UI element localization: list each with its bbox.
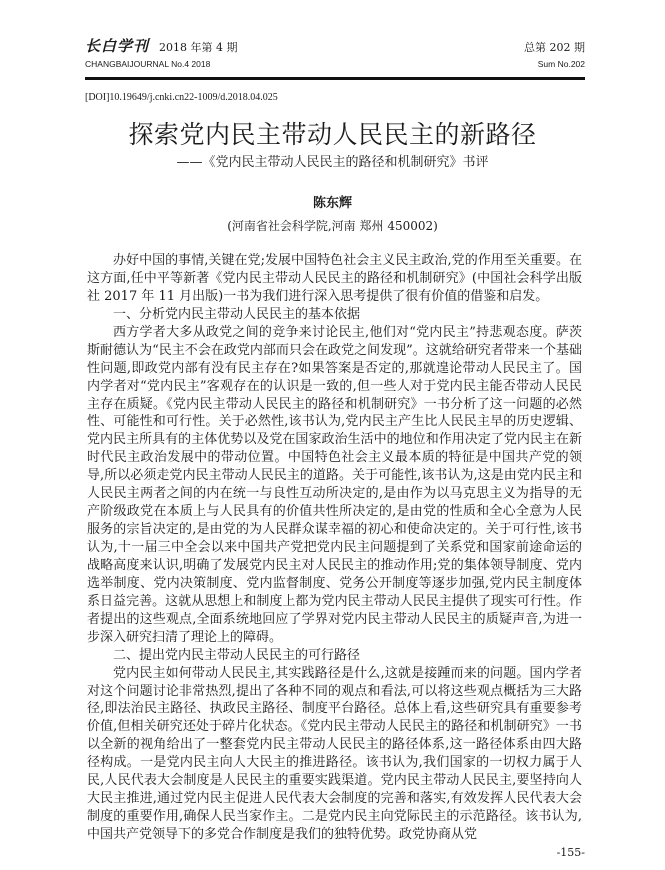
sum-issue-cn: 总第 202 期 bbox=[524, 41, 585, 54]
header-rule bbox=[85, 77, 585, 80]
author: 陈东辉 bbox=[312, 196, 352, 211]
issue-label: 2018 年第 4 期 bbox=[159, 41, 238, 54]
article-title: 探索党内民主带动人民民主的新路径 bbox=[128, 120, 537, 149]
section-heading: 一、分析党内民主带动人民民主的基本依据 bbox=[113, 306, 361, 322]
journal-logo: 长白学刊 bbox=[85, 37, 150, 55]
header-left bbox=[85, 35, 238, 56]
article-subtitle: ——《党内民主带动人民民主的路径和机制研究》书评 bbox=[176, 155, 489, 170]
paragraph: 办好中国的事情,关键在党;发展中国特色社会主义民主政治,党的作用至关重要。在这方面,任中平等新著《党内民主带动人民民主的路径和机制研究》(中国社会科学出版社 2017 年 11 月出版)一书为我们进行深入思考提供了很有价值的借鉴和启发。 bbox=[87, 253, 582, 304]
section-heading: 二、提出党内民主带动人民民主的可行路径 bbox=[113, 647, 361, 663]
header-row bbox=[85, 35, 585, 56]
paragraph: 西方学者大多从政党之间的竞争来讨论民主,他们对“党内民主”持悲观态度。萨茨斯耐德认为“民主不会在政党内部而只会在政党之间发现”。这就给研究者带来一个基础性问题,即政党内部有没有民主存在?如果答案是否定的,那就遑论带动人民民主了。国内学者对“党内民主”客观存在的认识是一致的,但一些人对于党内民主能否带动人民民主存在质疑。《党内民主带动人民民主的路径和机制研究》一书分析了这一问题的必然性、可能性和可行性。关于必然性,该书认为,党内民主产生比人民民主早的历史逻辑、党内民主所具有的主体优势以及党在国家政治生活中的地位和作用决定了党内民主在新时代民主政治发展中的带动位置。中国特色社会主义最本质的特征是中国共产党的领导,所以必须走党内民主带动人民民主的道路。关于可能性,该书认为,这是由党内民主和人民民主两者之间的内在统一与良性互动所决定的,是由作为以马克思主义为指导的无产阶级政党在本质上与人民具有的价值共性所决定的,是由党的性质和全心全意为人民服务的宗旨决定的,是由党的为人民群众谋幸福的初心和使命决定的。关于可行性,该书认为,十一届三中全会以来中国共产党把党内民主问题提到了关系党和国家前途命运的战略高度来认识,明确了发展党内民主对人民民主的推动作用;党的集体领导制度、党内选举制度、党内决策制度、党内监督制度、党务公开制度等逐步加强,党内民主制度体系日益完善。这就从思想上和制度上都为党内民主带动人民民主提供了现实可行性。作者提出的这些观点,全面系统地回应了学界对党内民主带动人民民主的质疑声音,为进一步深入研究扫清了理论上的障碍。 bbox=[87, 324, 582, 645]
affiliation: (河南省社会科学院,河南 郑州 450002) bbox=[227, 219, 438, 233]
header-row-english bbox=[85, 59, 585, 69]
journal-english-name: CHANGBAIJOURNAL No.4 2018 bbox=[85, 59, 211, 69]
sum-issue-en: Sum No.202 bbox=[537, 59, 585, 69]
article-body bbox=[87, 252, 582, 844]
doi: [DOI]10.19649/j.cnki.cn22-1009/d.2018.04.025 bbox=[85, 92, 278, 103]
paragraph: 党内民主如何带动人民民主,其实践路径是什么,这就是接踵而来的问题。国内学者对这个问题讨论非常热烈,提出了各种不同的观点和看法,可以将这些观点概括为三大路径,即法治民主路径、执政民主路径、制度平台路径。总体上看,这些研究具有重要参考价值,但相关研究还处于碎片化状态。《党内民主带动人民民主的路径和机制研究》一书以全新的视角给出了一整套党内民主带动人民民主的路径体系,这一路径体系由四大路径构成。一是党内民主向人大民主的推进路径。该书认为,我们国家的一切权力属于人民,人民代表大会制度是人民民主的重要实践渠道。党内民主带动人民民主,要坚持向人大民主推进,通过党内民主促进人民代表大会制度的完善和落实,有效发挥人民代表大会制度的重要作用,确保人民当家作主。二是党内民主向党际民主的示范路径。该书认为,中国共产党领导下的多党合作制度是我们的独特优势。政党协商从党 bbox=[87, 665, 582, 842]
page-number: -155- bbox=[556, 845, 585, 859]
